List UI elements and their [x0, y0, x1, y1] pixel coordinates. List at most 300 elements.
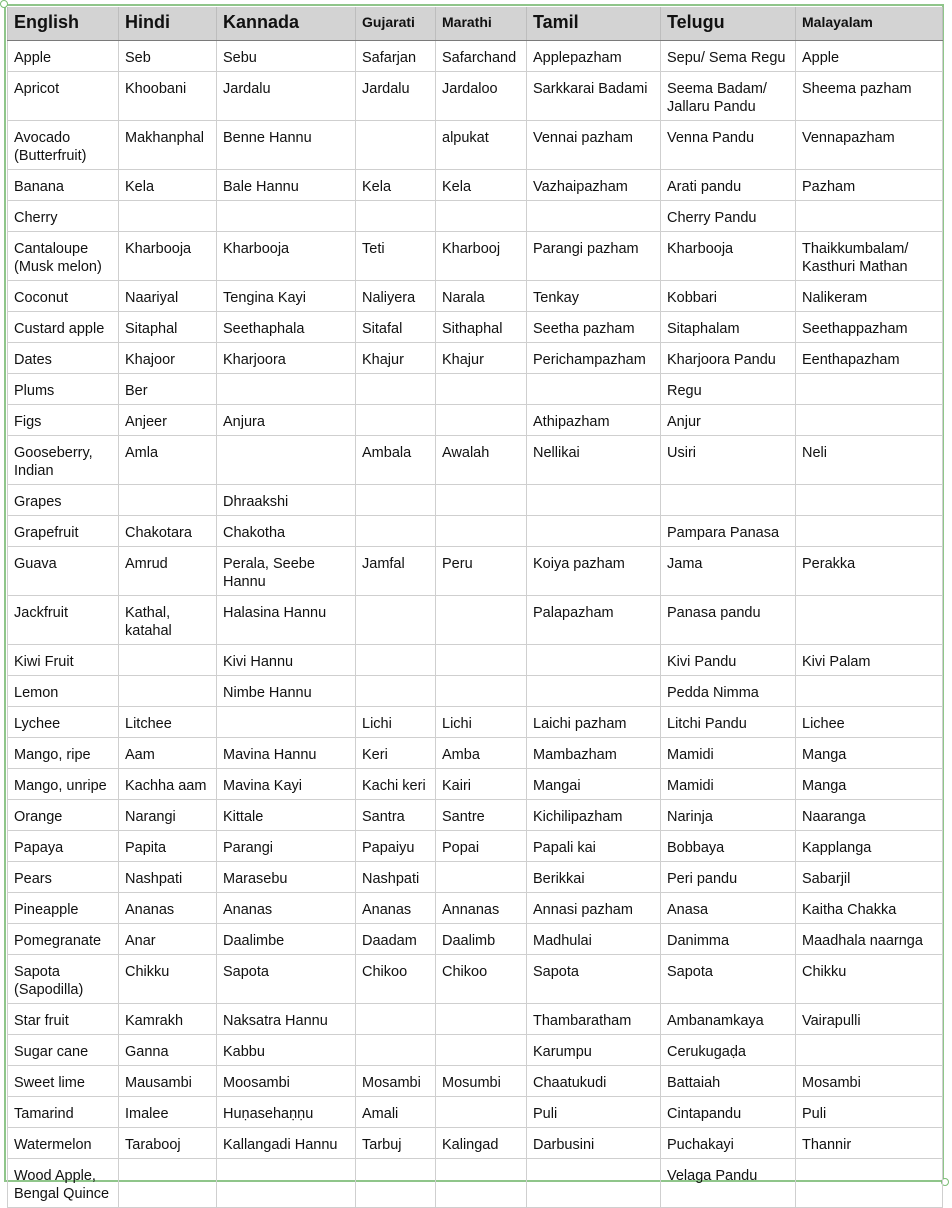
cell-english: Lychee [8, 707, 119, 738]
cell-kannada: Kallangadi Hannu [217, 1128, 356, 1159]
cell-hindi: Tarabooj [119, 1128, 217, 1159]
cell-gujarati: Kela [356, 170, 436, 201]
cell-kannada [217, 436, 356, 485]
cell-marathi: Amba [436, 738, 527, 769]
cell-gujarati: Chikoo [356, 955, 436, 1004]
cell-marathi: Santre [436, 800, 527, 831]
cell-kannada: Bale Hannu [217, 170, 356, 201]
cell-marathi: Daalimb [436, 924, 527, 955]
cell-telugu: Ambanamkaya [661, 1004, 796, 1035]
cell-malayalam [796, 596, 943, 645]
cell-gujarati: Teti [356, 232, 436, 281]
cell-english: Papaya [8, 831, 119, 862]
header-marathi: Marathi [436, 7, 527, 41]
cell-hindi [119, 645, 217, 676]
fruit-names-table [7, 7, 943, 1208]
cell-kannada: Perala, Seebe Hannu [217, 547, 356, 596]
cell-malayalam: Manga [796, 769, 943, 800]
cell-telugu: Mamidi [661, 769, 796, 800]
cell-kannada: Huṇasehaṇṇu [217, 1097, 356, 1128]
cell-hindi: Papita [119, 831, 217, 862]
cell-hindi: Nashpati [119, 862, 217, 893]
cell-tamil [527, 645, 661, 676]
cell-tamil: Kichilipazham [527, 800, 661, 831]
cell-kannada: Mavina Hannu [217, 738, 356, 769]
cell-gujarati: Jamfal [356, 547, 436, 596]
cell-tamil: Darbusini [527, 1128, 661, 1159]
cell-english: Jackfruit [8, 596, 119, 645]
cell-gujarati: Tarbuj [356, 1128, 436, 1159]
cell-hindi: Chakotara [119, 516, 217, 547]
cell-kannada: Nimbe Hannu [217, 676, 356, 707]
cell-kannada: Daalimbe [217, 924, 356, 955]
cell-tamil [527, 1159, 661, 1208]
cell-gujarati [356, 676, 436, 707]
cell-kannada: Benne Hannu [217, 121, 356, 170]
cell-english: Tamarind [8, 1097, 119, 1128]
cell-tamil: Annasi pazham [527, 893, 661, 924]
cell-malayalam: Sheema pazham [796, 72, 943, 121]
cell-tamil: Madhulai [527, 924, 661, 955]
cell-tamil: Nellikai [527, 436, 661, 485]
cell-tamil: Laichi pazham [527, 707, 661, 738]
cell-gujarati: Sitafal [356, 312, 436, 343]
cell-telugu: Pedda Nimma [661, 676, 796, 707]
cell-kannada: Mavina Kayi [217, 769, 356, 800]
cell-hindi [119, 676, 217, 707]
cell-telugu: Panasa pandu [661, 596, 796, 645]
cell-malayalam: Naaranga [796, 800, 943, 831]
cell-marathi: Popai [436, 831, 527, 862]
cell-marathi: Narala [436, 281, 527, 312]
cell-marathi [436, 201, 527, 232]
cell-gujarati: Ananas [356, 893, 436, 924]
cell-telugu: Velaga Pandu [661, 1159, 796, 1208]
cell-kannada: Anjura [217, 405, 356, 436]
cell-marathi [436, 862, 527, 893]
cell-marathi [436, 645, 527, 676]
cell-marathi: Kharbooj [436, 232, 527, 281]
cell-hindi: Khajoor [119, 343, 217, 374]
header-english: English [8, 7, 119, 41]
cell-telugu: Danimma [661, 924, 796, 955]
table-row [8, 201, 943, 232]
cell-malayalam: Vennapazham [796, 121, 943, 170]
cell-telugu: Battaiah [661, 1066, 796, 1097]
cell-tamil [527, 201, 661, 232]
cell-telugu: Cerukugaḍa [661, 1035, 796, 1066]
cell-tamil: Vennai pazham [527, 121, 661, 170]
cell-telugu: Mamidi [661, 738, 796, 769]
cell-kannada: Kivi Hannu [217, 645, 356, 676]
cell-telugu: Kharbooja [661, 232, 796, 281]
cell-malayalam: Vairapulli [796, 1004, 943, 1035]
cell-hindi [119, 1159, 217, 1208]
table-row [8, 343, 943, 374]
cell-marathi: Kela [436, 170, 527, 201]
cell-gujarati: Lichi [356, 707, 436, 738]
table-row [8, 831, 943, 862]
cell-tamil: Mambazham [527, 738, 661, 769]
cell-gujarati: Naliyera [356, 281, 436, 312]
cell-tamil: Athipazham [527, 405, 661, 436]
cell-telugu [661, 485, 796, 516]
cell-hindi: Sitaphal [119, 312, 217, 343]
cell-tamil: Parangi pazham [527, 232, 661, 281]
cell-hindi: Amla [119, 436, 217, 485]
cell-marathi [436, 1097, 527, 1128]
cell-telugu: Puchakayi [661, 1128, 796, 1159]
header-gujarati: Gujarati [356, 7, 436, 41]
cell-kannada: Kittale [217, 800, 356, 831]
cell-gujarati: Mosambi [356, 1066, 436, 1097]
cell-hindi: Mausambi [119, 1066, 217, 1097]
cell-english: Custard apple [8, 312, 119, 343]
cell-kannada: Ananas [217, 893, 356, 924]
cell-marathi [436, 485, 527, 516]
table-row [8, 281, 943, 312]
cell-gujarati: Safarjan [356, 41, 436, 72]
table-row [8, 596, 943, 645]
cell-english: Gooseberry, Indian [8, 436, 119, 485]
cell-telugu: Arati pandu [661, 170, 796, 201]
cell-tamil: Palapazham [527, 596, 661, 645]
cell-marathi: Lichi [436, 707, 527, 738]
cell-english: Sugar cane [8, 1035, 119, 1066]
cell-hindi: Chikku [119, 955, 217, 1004]
cell-telugu: Kivi Pandu [661, 645, 796, 676]
cell-marathi [436, 405, 527, 436]
cell-malayalam [796, 374, 943, 405]
cell-gujarati [356, 405, 436, 436]
header-hindi: Hindi [119, 7, 217, 41]
cell-kannada: Sapota [217, 955, 356, 1004]
cell-kannada [217, 707, 356, 738]
cell-telugu: Kobbari [661, 281, 796, 312]
cell-gujarati [356, 645, 436, 676]
cell-tamil: Berikkai [527, 862, 661, 893]
cell-malayalam [796, 516, 943, 547]
cell-english: Dates [8, 343, 119, 374]
cell-kannada: Kharjoora [217, 343, 356, 374]
cell-kannada: Marasebu [217, 862, 356, 893]
cell-tamil [527, 485, 661, 516]
cell-english: Cantaloupe (Musk melon) [8, 232, 119, 281]
cell-marathi [436, 1004, 527, 1035]
cell-telugu: Jama [661, 547, 796, 596]
cell-marathi: Khajur [436, 343, 527, 374]
cell-kannada: Dhraakshi [217, 485, 356, 516]
cell-english: Mango, unripe [8, 769, 119, 800]
cell-tamil: Chaatukudi [527, 1066, 661, 1097]
cell-marathi [436, 1035, 527, 1066]
cell-telugu: Bobbaya [661, 831, 796, 862]
cell-marathi: Kairi [436, 769, 527, 800]
cell-marathi [436, 596, 527, 645]
header-kannada: Kannada [217, 7, 356, 41]
cell-hindi: Khoobani [119, 72, 217, 121]
cell-gujarati: Ambala [356, 436, 436, 485]
table-row [8, 312, 943, 343]
cell-hindi: Ganna [119, 1035, 217, 1066]
table-row [8, 676, 943, 707]
cell-hindi: Ber [119, 374, 217, 405]
cell-tamil: Koiya pazham [527, 547, 661, 596]
cell-english: Kiwi Fruit [8, 645, 119, 676]
table-row [8, 374, 943, 405]
cell-kannada: Parangi [217, 831, 356, 862]
cell-gujarati: Papaiyu [356, 831, 436, 862]
cell-kannada: Halasina Hannu [217, 596, 356, 645]
table-row [8, 170, 943, 201]
cell-malayalam: Apple [796, 41, 943, 72]
cell-tamil: Seetha pazham [527, 312, 661, 343]
cell-english: Coconut [8, 281, 119, 312]
cell-telugu: Regu [661, 374, 796, 405]
cell-tamil: Mangai [527, 769, 661, 800]
cell-marathi: Awalah [436, 436, 527, 485]
cell-gujarati: Keri [356, 738, 436, 769]
cell-tamil: Perichampazham [527, 343, 661, 374]
cell-marathi [436, 516, 527, 547]
table-row [8, 485, 943, 516]
cell-kannada: Moosambi [217, 1066, 356, 1097]
cell-tamil [527, 374, 661, 405]
header-row [8, 7, 943, 41]
cell-kannada: Seethaphala [217, 312, 356, 343]
table-row [8, 1097, 943, 1128]
cell-marathi: Kalingad [436, 1128, 527, 1159]
cell-tamil: Puli [527, 1097, 661, 1128]
cell-marathi: Chikoo [436, 955, 527, 1004]
cell-english: Lemon [8, 676, 119, 707]
cell-english: Watermelon [8, 1128, 119, 1159]
cell-hindi [119, 485, 217, 516]
table-row [8, 955, 943, 1004]
table-row [8, 405, 943, 436]
cell-gujarati: Santra [356, 800, 436, 831]
cell-telugu: Sepu/ Sema Regu [661, 41, 796, 72]
table-row [8, 1035, 943, 1066]
cell-malayalam: Neli [796, 436, 943, 485]
cell-telugu: Venna Pandu [661, 121, 796, 170]
cell-malayalam: Eenthapazham [796, 343, 943, 374]
cell-marathi [436, 676, 527, 707]
header-tamil: Tamil [527, 7, 661, 41]
cell-tamil: Tenkay [527, 281, 661, 312]
cell-english: Pomegranate [8, 924, 119, 955]
cell-hindi: Imalee [119, 1097, 217, 1128]
cell-malayalam: Pazham [796, 170, 943, 201]
cell-malayalam [796, 1159, 943, 1208]
cell-telugu: Sapota [661, 955, 796, 1004]
cell-marathi: Sithaphal [436, 312, 527, 343]
cell-gujarati: Nashpati [356, 862, 436, 893]
cell-hindi: Anjeer [119, 405, 217, 436]
cell-malayalam: Chikku [796, 955, 943, 1004]
cell-kannada: Kharbooja [217, 232, 356, 281]
cell-hindi: Narangi [119, 800, 217, 831]
cell-malayalam: Kapplanga [796, 831, 943, 862]
cell-gujarati [356, 1159, 436, 1208]
cell-malayalam [796, 485, 943, 516]
cell-malayalam: Kaitha Chakka [796, 893, 943, 924]
cell-gujarati [356, 201, 436, 232]
cell-english: Guava [8, 547, 119, 596]
cell-kannada [217, 1159, 356, 1208]
cell-hindi: Makhanphal [119, 121, 217, 170]
cell-marathi: Mosumbi [436, 1066, 527, 1097]
cell-hindi: Kachha aam [119, 769, 217, 800]
cell-telugu: Anasa [661, 893, 796, 924]
table-row [8, 707, 943, 738]
cell-hindi [119, 201, 217, 232]
cell-malayalam: Sabarjil [796, 862, 943, 893]
table-row [8, 121, 943, 170]
cell-hindi: Naariyal [119, 281, 217, 312]
cell-tamil: Sarkkarai Badami [527, 72, 661, 121]
cell-malayalam: Puli [796, 1097, 943, 1128]
cell-kannada: Tengina Kayi [217, 281, 356, 312]
cell-telugu: Narinja [661, 800, 796, 831]
cell-kannada: Naksatra Hannu [217, 1004, 356, 1035]
table-row [8, 1128, 943, 1159]
cell-hindi: Kathal, katahal [119, 596, 217, 645]
table-row [8, 547, 943, 596]
cell-telugu: Usiri [661, 436, 796, 485]
cell-telugu: Pampara Panasa [661, 516, 796, 547]
cell-kannada: Chakotha [217, 516, 356, 547]
cell-kannada: Kabbu [217, 1035, 356, 1066]
cell-hindi: Kela [119, 170, 217, 201]
cell-gujarati: Amali [356, 1097, 436, 1128]
cell-malayalam: Thannir [796, 1128, 943, 1159]
table-row [8, 738, 943, 769]
cell-gujarati [356, 485, 436, 516]
cell-malayalam [796, 1035, 943, 1066]
cell-hindi: Aam [119, 738, 217, 769]
cell-hindi: Kharbooja [119, 232, 217, 281]
cell-english: Figs [8, 405, 119, 436]
table-row [8, 862, 943, 893]
cell-tamil: Vazhaipazham [527, 170, 661, 201]
cell-marathi: Peru [436, 547, 527, 596]
cell-english: Banana [8, 170, 119, 201]
cell-tamil [527, 516, 661, 547]
cell-english: Sapota (Sapodilla) [8, 955, 119, 1004]
cell-malayalam: Lichee [796, 707, 943, 738]
cell-kannada: Sebu [217, 41, 356, 72]
cell-english: Apricot [8, 72, 119, 121]
cell-telugu: Anjur [661, 405, 796, 436]
cell-malayalam: Perakka [796, 547, 943, 596]
cell-hindi: Kamrakh [119, 1004, 217, 1035]
cell-telugu: Cintapandu [661, 1097, 796, 1128]
cell-gujarati [356, 1035, 436, 1066]
cell-hindi: Seb [119, 41, 217, 72]
cell-malayalam: Manga [796, 738, 943, 769]
cell-tamil: Karumpu [527, 1035, 661, 1066]
cell-malayalam: Thaikkumbalam/ Kasthuri Mathan [796, 232, 943, 281]
cell-gujarati: Jardalu [356, 72, 436, 121]
cell-english: Apple [8, 41, 119, 72]
header-malayalam: Malayalam [796, 7, 943, 41]
cell-malayalam: Nalikeram [796, 281, 943, 312]
cell-english: Sweet lime [8, 1066, 119, 1097]
cell-tamil: Thambaratham [527, 1004, 661, 1035]
cell-gujarati [356, 1004, 436, 1035]
cell-english: Grapefruit [8, 516, 119, 547]
cell-english: Mango, ripe [8, 738, 119, 769]
cell-hindi: Ananas [119, 893, 217, 924]
cell-malayalam: Kivi Palam [796, 645, 943, 676]
cell-english: Pineapple [8, 893, 119, 924]
cell-malayalam [796, 676, 943, 707]
cell-malayalam [796, 405, 943, 436]
cell-telugu: Cherry Pandu [661, 201, 796, 232]
cell-gujarati [356, 121, 436, 170]
table-row [8, 1066, 943, 1097]
cell-tamil: Applepazham [527, 41, 661, 72]
cell-telugu: Seema Badam/ Jallaru Pandu [661, 72, 796, 121]
cell-marathi: Annanas [436, 893, 527, 924]
cell-gujarati [356, 516, 436, 547]
cell-telugu: Peri pandu [661, 862, 796, 893]
cell-gujarati [356, 596, 436, 645]
cell-gujarati: Daadam [356, 924, 436, 955]
table-row [8, 516, 943, 547]
header-telugu: Telugu [661, 7, 796, 41]
cell-tamil: Sapota [527, 955, 661, 1004]
cell-tamil [527, 676, 661, 707]
table-row [8, 645, 943, 676]
table-row [8, 924, 943, 955]
table-row [8, 436, 943, 485]
table-row [8, 769, 943, 800]
table-row [8, 800, 943, 831]
cell-english: Grapes [8, 485, 119, 516]
cell-kannada [217, 374, 356, 405]
cell-marathi [436, 1159, 527, 1208]
cell-gujarati [356, 374, 436, 405]
cell-malayalam [796, 201, 943, 232]
cell-marathi [436, 374, 527, 405]
table-row [8, 41, 943, 72]
cell-kannada: Jardalu [217, 72, 356, 121]
cell-telugu: Sitaphalam [661, 312, 796, 343]
cell-marathi: Safarchand [436, 41, 527, 72]
cell-english: Cherry [8, 201, 119, 232]
cell-english: Orange [8, 800, 119, 831]
table-row [8, 1004, 943, 1035]
cell-english: Wood Apple, Bengal Quince [8, 1159, 119, 1208]
cell-malayalam: Maadhala naarnga [796, 924, 943, 955]
table-row [8, 232, 943, 281]
cell-hindi: Litchee [119, 707, 217, 738]
table-row [8, 72, 943, 121]
cell-tamil: Papali kai [527, 831, 661, 862]
cell-hindi: Anar [119, 924, 217, 955]
cell-malayalam: Seethappazham [796, 312, 943, 343]
cell-hindi: Amrud [119, 547, 217, 596]
cell-kannada [217, 201, 356, 232]
cell-telugu: Litchi Pandu [661, 707, 796, 738]
table-body [8, 41, 943, 1208]
cell-marathi: Jardaloo [436, 72, 527, 121]
cell-gujarati: Khajur [356, 343, 436, 374]
cell-english: Star fruit [8, 1004, 119, 1035]
cell-marathi: alpukat [436, 121, 527, 170]
